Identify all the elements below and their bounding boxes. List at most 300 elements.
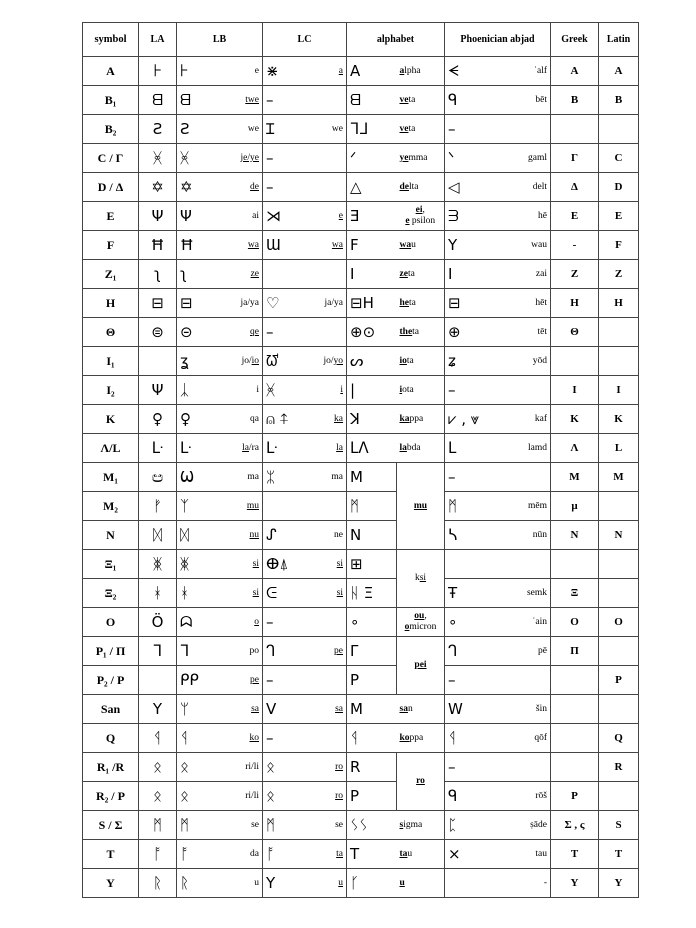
lc-sign: ⴲ⍋ [263,550,313,579]
la-sign: Ħ [139,231,177,260]
row-symbol: F [83,231,139,260]
alphabet-sign: ᚴ [347,869,397,898]
lb-sign: ᒷ [177,434,225,463]
lb-sound: si [225,550,263,579]
la-sign: ᚸ [139,144,177,173]
lc-sign: ᔑ [263,521,313,550]
row-symbol: S / Σ [83,811,139,840]
phoenician-name: tēt [509,318,551,347]
row-symbol: Ξ₂ [83,579,139,608]
row-symbol: I₂ [83,376,139,405]
alphabet-name: iota [397,376,445,405]
phoenician-name: ṣāde [509,811,551,840]
alphabet-sign: T [347,840,397,869]
table-row [83,840,639,869]
phoenician-name: bēt [509,86,551,115]
lb-sign: Ƨ [177,115,225,144]
lc-sign: Ɪ [263,115,313,144]
alphabet-name: koppa [397,724,445,753]
alphabet-name: zeta [397,260,445,289]
greek-letter [551,724,599,753]
phoenician-name: - [509,869,551,898]
lb-sound: po [225,637,263,666]
lb-sound: ko [225,724,263,753]
phoenician-sign: ⊕ [445,318,509,347]
phoenician-sign: – [445,376,509,405]
lc-sound: ne [313,521,347,550]
la-sign: ඏ [139,463,177,492]
greek-letter: Z [551,260,599,289]
lb-sound: nu [225,521,263,550]
latin-letter: C [599,144,639,173]
phoenician-sign: ◁ [445,173,509,202]
lc-sound [313,724,347,753]
phoenician-name: wau [509,231,551,260]
table-row [83,115,639,144]
la-sign: ✡ [139,173,177,202]
lb-sign: ⊟ [177,289,225,318]
alphabet-name: alpha [397,57,445,86]
la-sign: ᗺ [139,86,177,115]
lb-sign: ᛩ [177,724,225,753]
lc-sign: ᕮ [263,579,313,608]
la-sign: ♀ [139,405,177,434]
la-sign: Ψ [139,376,177,405]
greek-letter: E [551,202,599,231]
phoenician-name: yōd [509,347,551,376]
lb-sound: ma [225,463,263,492]
lc-sign: ♡ [263,289,313,318]
phoenician-name: nūn [509,521,551,550]
greek-letter [551,695,599,724]
latin-letter: T [599,840,639,869]
lb-sound: je/ye [225,144,263,173]
latin-letter [599,347,639,376]
phoenician-sign: ᑫ [445,86,509,115]
latin-letter [599,550,639,579]
lb-sign: Ψ [177,202,225,231]
lc-sign: – [263,173,313,202]
row-symbol: R₁ /R [83,753,139,782]
phoenician-sign: ᗕ [445,57,509,86]
header-row [83,23,639,57]
la-sign [139,666,177,695]
lc-sound: ja/ya [313,289,347,318]
table-row [83,666,639,695]
lb-sound: mu [225,492,263,521]
row-symbol: B₁ [83,86,139,115]
lc-sign: ᘺ [263,347,313,376]
lb-sign: ᗣ [177,608,225,637]
phoenician-sign: ᑫ [445,782,509,811]
table-row [83,434,639,463]
phoenician-sign: ᗱ [445,202,509,231]
phoenician-sign: × [445,840,509,869]
lb-sign: ᚼ [177,579,225,608]
greek-letter: Γ [551,144,599,173]
lb-sound: ri/li [225,753,263,782]
phoenician-sign: ᐠ [445,144,509,173]
latin-letter: I [599,376,639,405]
alphabet-sign: | [347,376,397,405]
lb-sign: Ѡ [177,463,225,492]
alphabet-name: delta [397,173,445,202]
greek-letter [551,753,599,782]
phoenician-name [509,753,551,782]
row-symbol: N [83,521,139,550]
lc-sound: ka [313,405,347,434]
lc-sign: – [263,608,313,637]
la-sign: 𐘀 [139,57,177,86]
greek-letter: Σ , ς [551,811,599,840]
alphabet-sign: Γ [347,637,397,666]
sign-comparison-table [82,22,639,898]
la-sign: ᚼ [139,579,177,608]
lb-sign: ♀ [177,405,225,434]
table-row [83,289,639,318]
greek-letter: Π [551,637,599,666]
lb-sound: qe [225,318,263,347]
greek-letter: - [551,231,599,260]
la-sign: ᛗ [139,811,177,840]
greek-letter: Λ [551,434,599,463]
table-row [83,376,639,405]
table-row [83,405,639,434]
table-row [83,753,639,782]
latin-letter: N [599,521,639,550]
table-row [83,550,639,579]
table-row [83,637,639,666]
alphabet-name: kappa [397,405,445,434]
la-sign: ᛟ [139,782,177,811]
lb-sound: da [225,840,263,869]
phoenician-sign: ᛈ [445,811,509,840]
lb-sign: ʅ [177,260,225,289]
row-symbol: P₁ / Π [83,637,139,666]
lc-sound [313,86,347,115]
greek-letter: Δ [551,173,599,202]
lb-sound: u [225,869,263,898]
table-body [83,57,639,898]
alphabet-name: ou, omicron [397,608,445,637]
la-sign: Ψ [139,202,177,231]
lc-sign: – [263,144,313,173]
lc-sound: se [313,811,347,840]
phoenician-sign: ᓴ [445,521,509,550]
latin-letter: O [599,608,639,637]
latin-letter: Z [599,260,639,289]
greek-letter: O [551,608,599,637]
alphabet-sign: R [347,753,397,782]
latin-letter: A [599,57,639,86]
lc-sign: ᛯ [263,463,313,492]
phoenician-sign: ᛗ [445,492,509,521]
lc-sound [313,318,347,347]
greek-letter: M [551,463,599,492]
lc-sign: ᚩ [263,840,313,869]
lb-sound: wa [225,231,263,260]
row-symbol: Ξ₁ [83,550,139,579]
greek-letter: μ [551,492,599,521]
lc-sign: ᒉ [263,637,313,666]
phoenician-name: lamd [509,434,551,463]
alphabet-sign: N [347,521,397,550]
alphabet-sign: ᒣᒧ [347,115,397,144]
phoenician-sign: – [445,753,509,782]
la-sign: ᒷ [139,434,177,463]
alphabet-sign: P [347,666,397,695]
alphabet-sign: ⊕⊙ [347,318,397,347]
lb-sound: si [225,579,263,608]
lc-sound: si [313,579,347,608]
row-symbol: P₂ / P [83,666,139,695]
header-lb: LB [177,23,263,57]
phoenician-sign: ⊟ [445,289,509,318]
la-sign: ᚠ [139,492,177,521]
lb-sign: ᛉ [177,492,225,521]
la-sign: ⊟ [139,289,177,318]
table-row [83,579,639,608]
lb-sound: sa [225,695,263,724]
lc-sign: ᛟ [263,782,313,811]
lc-sign: ᒷ [263,434,313,463]
table-row [83,695,639,724]
latin-letter: D [599,173,639,202]
phoenician-sign: – [445,115,509,144]
phoenician-name: ʾalf [509,57,551,86]
lb-sign: ᛘ [177,695,225,724]
lc-sound: wa [313,231,347,260]
alphabet-sign: ᗺ [347,86,397,115]
phoenician-name: tau [509,840,551,869]
lc-sound: ma [313,463,347,492]
lc-sound: u [313,869,347,898]
table-row [83,724,639,753]
row-symbol: Y [83,869,139,898]
la-sign: ʅ [139,260,177,289]
latin-letter: F [599,231,639,260]
lc-sound [313,492,347,521]
header-alphabet: alphabet [347,23,445,57]
lc-sign [263,260,313,289]
lb-sign: ᛞ [177,521,225,550]
phoenician-sign: Ŧ [445,579,509,608]
alphabet-sign: △ [347,173,397,202]
lb-sign: ᑭᑭ [177,666,225,695]
lb-sound: ja/ya [225,289,263,318]
row-symbol: M₂ [83,492,139,521]
phoenician-sign: ⩗ , ⩔ [445,405,509,434]
phoenician-sign: – [445,666,509,695]
greek-letter: P [551,782,599,811]
phoenician-sign: I [445,260,509,289]
latin-letter: Q [599,724,639,753]
greek-letter: B [551,86,599,115]
table-row [83,231,639,260]
lb-sign: ᛗ [177,811,225,840]
phoenician-name: hēt [509,289,551,318]
lc-sound [313,144,347,173]
table-row [83,608,639,637]
greek-letter: N [551,521,599,550]
phoenician-sign [445,869,509,898]
greek-letter: I [551,376,599,405]
greek-letter: Y [551,869,599,898]
phoenician-name: ʿain [509,608,551,637]
lc-sign: ⍝ ⍏ [263,405,313,434]
row-symbol: Z₁ [83,260,139,289]
phoenician-sign: Y [445,231,509,260]
phoenician-name: mēm [509,492,551,521]
latin-letter [599,318,639,347]
latin-letter [599,492,639,521]
lc-sign: – [263,318,313,347]
phoenician-sign: ᒪ [445,434,509,463]
alphabet-name: ei, e psilon [397,202,445,231]
lc-sound: a [313,57,347,86]
latin-letter: L [599,434,639,463]
lb-sound: ze [225,260,263,289]
lc-sign: – [263,724,313,753]
latin-letter: K [599,405,639,434]
lb-sound: de [225,173,263,202]
row-symbol: C / Γ [83,144,139,173]
alphabet-name: wau [397,231,445,260]
table-row [83,318,639,347]
lc-sign: ⋊ [263,202,313,231]
lb-sound: e [225,57,263,86]
greek-letter: T [551,840,599,869]
lc-sign: ⋇ [263,57,313,86]
phoenician-sign: ʑ [445,347,509,376]
row-symbol: B₂ [83,115,139,144]
lc-sound [313,173,347,202]
phoenician-sign: ᒉ [445,637,509,666]
greek-letter: Ξ [551,579,599,608]
row-symbol: I₁ [83,347,139,376]
lb-sound: qa [225,405,263,434]
header-lc: LC [263,23,347,57]
alphabet-sign: F [347,231,397,260]
header-latin: Latin [599,23,639,57]
phoenician-name: kaf [509,405,551,434]
alphabet-name: san [397,695,445,724]
lb-sign: ᛟ [177,782,225,811]
lb-sound: we [225,115,263,144]
lc-sign: ᚸ [263,376,313,405]
latin-letter: M [599,463,639,492]
lb-sign: ᛣ [177,376,225,405]
greek-letter: H [551,289,599,318]
table-row [83,57,639,86]
row-symbol: M₁ [83,463,139,492]
la-sign [139,347,177,376]
phoenician-name [509,115,551,144]
phoenician-name [509,463,551,492]
alphabet-name-merged: pei [397,637,445,695]
alphabet-sign: ⊟H [347,289,397,318]
alphabet-sign: ∘ [347,608,397,637]
lc-sound: ro [313,782,347,811]
header-greek: Greek [551,23,599,57]
table-row [83,492,639,521]
la-sign: ᒣ [139,637,177,666]
alphabet-name: iota [397,347,445,376]
alphabet-sign: M [347,463,397,492]
table-row [83,144,639,173]
lb-sound: ri/li [225,782,263,811]
alphabet-name: theta [397,318,445,347]
row-symbol: D / Δ [83,173,139,202]
la-sign: ⊜ [139,318,177,347]
phoenician-sign: ∘ [445,608,509,637]
lc-sound: we [313,115,347,144]
lc-sound: pe [313,637,347,666]
row-symbol: K [83,405,139,434]
phoenician-name: hē [509,202,551,231]
table-row [83,782,639,811]
lc-sound [313,666,347,695]
greek-letter: Θ [551,318,599,347]
lc-sound: sa [313,695,347,724]
table-row [83,86,639,115]
alphabet-name: veta [397,115,445,144]
alphabet-name: yemma [397,144,445,173]
latin-letter [599,695,639,724]
phoenician-sign: W [445,695,509,724]
latin-letter: R [599,753,639,782]
table-row [83,347,639,376]
la-sign: Y [139,695,177,724]
phoenician-name: delt [509,173,551,202]
latin-letter [599,579,639,608]
alphabet-name: heta [397,289,445,318]
row-symbol: Q [83,724,139,753]
table-row [83,811,639,840]
lb-sound: jo/io [225,347,263,376]
lb-sound: pe [225,666,263,695]
table-row [83,521,639,550]
lb-sign: ᚩ [177,840,225,869]
alphabet-sign: ᒪᐱ [347,434,397,463]
alphabet-name: tau [397,840,445,869]
greek-letter [551,550,599,579]
alphabet-name-merged: ro [397,753,445,811]
row-symbol: T [83,840,139,869]
phoenician-name: gaml [509,144,551,173]
alphabet-sign: ᛊᛊ [347,811,397,840]
la-sign: Ƨ [139,115,177,144]
lc-sound: la [313,434,347,463]
alphabet-sign: ꓘ [347,405,397,434]
greek-letter: K [551,405,599,434]
lb-sign: ʓ [177,347,225,376]
alphabet-name: sigma [397,811,445,840]
lc-sign: – [263,666,313,695]
header-la: LA [139,23,177,57]
latin-letter [599,782,639,811]
alphabet-sign: ᔕ [347,347,397,376]
header-symbol: symbol [83,23,139,57]
lb-sign: ᛤ [177,550,225,579]
alphabet-sign: ⊞ [347,550,397,579]
row-symbol: H [83,289,139,318]
lc-sign: Ɯ [263,231,313,260]
lb-sound: la/ra [225,434,263,463]
alphabet-sign: Ǝ [347,202,397,231]
latin-letter: E [599,202,639,231]
lb-sign: ᚱ [177,869,225,898]
